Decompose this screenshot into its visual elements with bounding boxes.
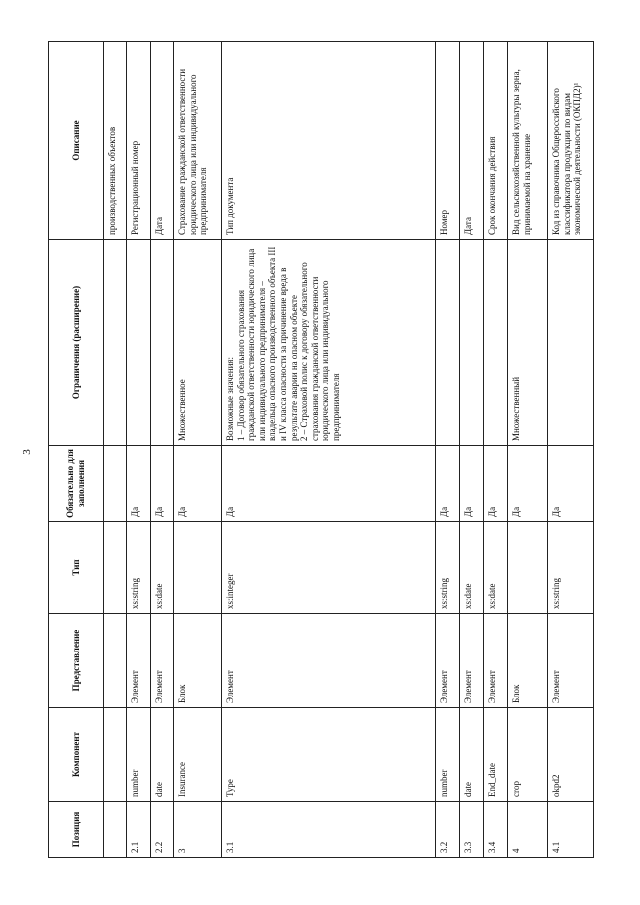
cell-representation xyxy=(104,614,127,708)
cell-constraints: Возможные значения: 1 – Договор обязательного страхования гражданской ответственности юридического лица или индивидуального предпринимателя – владельца опасного производственного объекта III и IV класса опасности за причинение вреда в результате аварии на опасном объекте 2 – Страховой полис к договору обязательного страхования гражданской ответственности юридического лица или индивидуального предпринимателя xyxy=(222,240,436,446)
page-number: 3 xyxy=(20,449,33,455)
cell-component: date xyxy=(151,708,174,802)
cell-representation: Элемент xyxy=(460,614,484,708)
rotated-table-container xyxy=(48,42,592,858)
cell-constraints xyxy=(436,240,460,446)
cell-description: Страхование гражданской ответственности юридического лица или индивидуального предпринимателя xyxy=(174,42,222,240)
cell-representation: Блок xyxy=(508,614,548,708)
cell-position: 3.3 xyxy=(460,802,484,858)
cell-constraints xyxy=(151,240,174,446)
table-row xyxy=(151,42,174,858)
cell-position: 2.2 xyxy=(151,802,174,858)
header-type: Тип xyxy=(49,522,104,614)
table-row xyxy=(460,42,484,858)
cell-constraints xyxy=(104,240,127,446)
cell-type xyxy=(174,522,222,614)
cell-required xyxy=(104,446,127,522)
cell-required: Да xyxy=(222,446,436,522)
cell-constraints xyxy=(548,240,594,446)
cell-position: 3.2 xyxy=(436,802,460,858)
cell-position: 4.1 xyxy=(548,802,594,858)
cell-component: number xyxy=(436,708,460,802)
cell-component: crop xyxy=(508,708,548,802)
cell-required: Да xyxy=(127,446,151,522)
cell-constraints xyxy=(484,240,508,446)
cell-representation: Элемент xyxy=(548,614,594,708)
cell-description: Регистрационный номер xyxy=(127,42,151,240)
cell-component: Insurance xyxy=(174,708,222,802)
cell-type: xs:date xyxy=(484,522,508,614)
cell-type: xs:string xyxy=(127,522,151,614)
cell-type xyxy=(508,522,548,614)
cell-representation: Элемент xyxy=(151,614,174,708)
header-constraints: Ограничения (расширение) xyxy=(49,240,104,446)
cell-constraints xyxy=(460,240,484,446)
table-row xyxy=(484,42,508,858)
header-component: Компонент xyxy=(49,708,104,802)
cell-constraints xyxy=(127,240,151,446)
cell-component: End_date xyxy=(484,708,508,802)
cell-description: Срок окончания действия xyxy=(484,42,508,240)
header-position: Позиция xyxy=(49,802,104,858)
cell-description: Вид сельскохозяйственной культуры зерна, принимаемой на хранение xyxy=(508,42,548,240)
cell-description: Код из справочника Общероссийского классификатора продукции по видам экономической деятельности (ОКПД2)¹ xyxy=(548,42,594,240)
table-header-row xyxy=(49,42,104,858)
cell-constraints: Множественное xyxy=(174,240,222,446)
cell-required: Да xyxy=(151,446,174,522)
cell-required: Да xyxy=(174,446,222,522)
cell-position: 2.1 xyxy=(127,802,151,858)
table-row xyxy=(127,42,151,858)
cell-description: производственных объектов xyxy=(104,42,127,240)
cell-required: Да xyxy=(508,446,548,522)
cell-description: Дата xyxy=(151,42,174,240)
table-row xyxy=(222,42,436,858)
cell-type: xs:string xyxy=(436,522,460,614)
cell-constraints: Множественный xyxy=(508,240,548,446)
schema-table xyxy=(48,41,594,858)
cell-component xyxy=(104,708,127,802)
cell-position: 3 xyxy=(174,802,222,858)
cell-type: xs:string xyxy=(548,522,594,614)
cell-representation: Элемент xyxy=(436,614,460,708)
cell-description: Дата xyxy=(460,42,484,240)
cell-position: 3.1 xyxy=(222,802,436,858)
cell-required: Да xyxy=(436,446,460,522)
header-description: Описание xyxy=(49,42,104,240)
table-row xyxy=(508,42,548,858)
cell-position: 3.4 xyxy=(484,802,508,858)
cell-component: number xyxy=(127,708,151,802)
cell-component: date xyxy=(460,708,484,802)
cell-representation: Элемент xyxy=(127,614,151,708)
table-row xyxy=(104,42,127,858)
cell-component: okpd2 xyxy=(548,708,594,802)
cell-description: Номер xyxy=(436,42,460,240)
cell-type: xs:date xyxy=(151,522,174,614)
cell-position xyxy=(104,802,127,858)
cell-position: 4 xyxy=(508,802,548,858)
header-required: Обязательно для заполнения xyxy=(49,446,104,522)
table-row xyxy=(174,42,222,858)
cell-representation: Элемент xyxy=(484,614,508,708)
cell-type: xs:integer xyxy=(222,522,436,614)
cell-required: Да xyxy=(548,446,594,522)
table-row xyxy=(548,42,594,858)
cell-representation: Блок xyxy=(174,614,222,708)
cell-component: Type xyxy=(222,708,436,802)
cell-required: Да xyxy=(460,446,484,522)
table-row xyxy=(436,42,460,858)
cell-required: Да xyxy=(484,446,508,522)
header-representation: Представление xyxy=(49,614,104,708)
cell-description: Тип документа xyxy=(222,42,436,240)
cell-type xyxy=(104,522,127,614)
cell-type: xs:date xyxy=(460,522,484,614)
cell-representation: Элемент xyxy=(222,614,436,708)
